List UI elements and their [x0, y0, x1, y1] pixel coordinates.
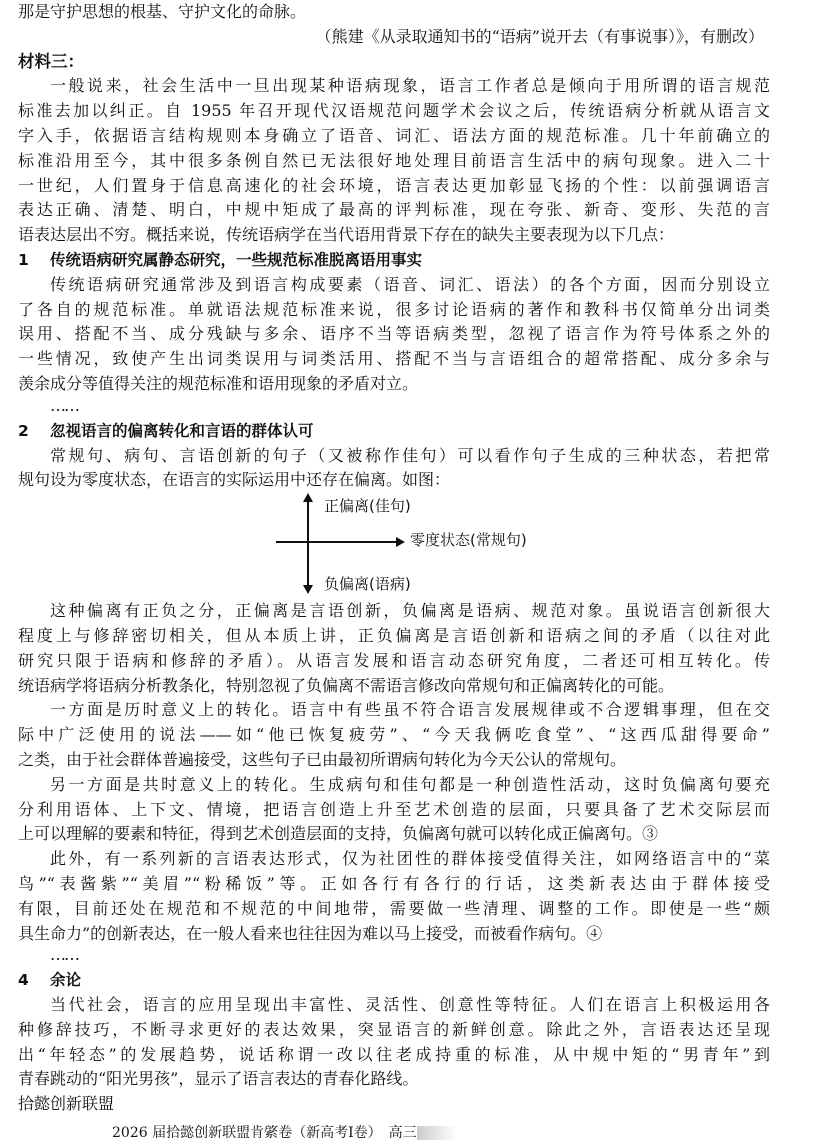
- section-2-paragraph-4: [18, 773, 770, 847]
- page-footer: [112, 1122, 457, 1142]
- text-line: 那是守护思想的根基、守护文化的命脉。: [18, 2, 307, 21]
- section-title: 忽视语言的偏离转化和言语的群体认可: [50, 421, 314, 440]
- text-line: 青春跳动的“阳光男孩”，显示了语言表达的青春化路线。: [18, 1069, 419, 1089]
- source-citation: （熊建《从录取通知书的“语病”说开去（有事说事）》，有删改）: [315, 26, 764, 46]
- section-number: 4: [18, 971, 29, 990]
- zero-state-label: 零度状态(常规句): [410, 531, 527, 550]
- text-line: 具生命力”的创新表达，在一般人看来也往往因为难以马上接受，而被看作病句。④: [18, 923, 603, 943]
- text-line: 上可以理解的要素和特征，得到艺术创造层面的支持，负偏离句就可以转化成正偏离句。③: [18, 824, 659, 844]
- section-title: 传统语病研究属静态研究，一些规范标准脱离语用事实: [50, 250, 423, 269]
- section-2-paragraph-5: [18, 847, 770, 946]
- text-line: 统语病学将语病分析教条化，特别忽视了负偏离不需语言修改向常规句和正偏离转化的可能。: [18, 675, 675, 695]
- alliance-signature: 拾懿创新联盟: [18, 1094, 115, 1114]
- text-line: 分利用语体、上下文、情境，把语言创造上升至艺术创造的层面，只要具备了艺术交际层而: [18, 799, 770, 819]
- horizontal-axis: [276, 541, 398, 543]
- section-2-heading: [18, 419, 770, 444]
- section-2-paragraph-1: [18, 444, 770, 494]
- text-line: 研究只限于语病和修辞的矛盾）。从语言发展和语言动态研究角度，二者还可相互转化。传: [18, 650, 770, 670]
- text-line: 一世纪，人们置身于信息高速化的社会环境，语言表达更加彰显飞扬的个性：以前强调语言: [18, 175, 770, 195]
- text-line: 有限，目前还处在规范和不规范的中间地带，需要做一些清理、调整的工作。即使是一些“颇: [18, 898, 770, 918]
- ellipsis-2: ……: [50, 945, 78, 965]
- text-line: 表达正确、清楚、明白，中规中矩成了最高的评判标准，现在夸张、新奇、变形、失范的言: [18, 200, 770, 220]
- positive-deviation-label: 正偏离(佳句): [324, 497, 411, 516]
- text-line: 一般说来，社会生活中一旦出现某种语病现象，语言工作者总是倾向于用所谓的语言规范: [50, 76, 770, 96]
- negative-deviation-label: 负偏离(语病): [324, 575, 411, 594]
- footer-text: 2026 届拾懿创新联盟肯綮卷（新高考Ⅰ卷） 高三: [112, 1125, 417, 1141]
- section-1-paragraph: [18, 273, 770, 397]
- prior-material-ending: [18, 0, 770, 25]
- section-number: 2: [18, 421, 29, 440]
- text-line: 当代社会，语言的应用呈现出丰富性、灵活性、创意性等特征。人们在语言上积极运用各: [50, 995, 770, 1015]
- text-line: 一方面是历时意义上的转化。语言中有些虽不符合语言发展规律或不合逻辑事理，但在交: [50, 700, 770, 720]
- section-number: 1: [18, 250, 29, 269]
- text-line: 羡余成分等值得关注的规范标准和语用现象的矛盾对立。: [18, 373, 419, 393]
- text-line: 规句设为零度状态，在语言的实际运用中还存在偏离。如图：: [18, 470, 451, 490]
- arrow-right-icon: [396, 537, 405, 547]
- deviation-diagram: [18, 493, 770, 599]
- text-line: 传统语病研究通常涉及到语言构成要素（语音、词汇、语法）的各个方面，因而分别设立: [50, 274, 770, 294]
- blurred-region: [417, 1126, 457, 1140]
- section-title: 余论: [50, 971, 82, 990]
- text-line: 常规句、病句、言语创新的句子（又被称作佳句）可以看作句子生成的三种状态，若把常: [50, 445, 770, 465]
- text-line: 误用、搭配不当、成分残缺与多余、语序不当等语病类型，忽视了语言作为符号体系之外的: [18, 324, 770, 344]
- text-line: 之类，由于社会群体普遍接受，这些句子已由最初所谓病句转化为今天公认的常规句。: [18, 749, 627, 769]
- material-three-label: 材料三：: [18, 51, 84, 71]
- text-line: 际中广泛使用的说法——如“他已恢复疲劳”、“今天我俩吃食堂”、“这西瓜甜得要命”: [18, 725, 770, 745]
- section-4-heading: [18, 968, 770, 993]
- vertical-axis: [307, 497, 309, 589]
- section-1-heading: [18, 248, 770, 273]
- text-line: 了各自的规范标准。单就语法规范标准来说，很多讨论语病的著作和教科书仅简单分出词类: [18, 299, 770, 319]
- text-line: 语表达层出不穷。概括来说，传统语病学在当代语用背景下存在的缺失主要表现为以下几点：: [18, 225, 675, 245]
- intro-paragraph: [18, 74, 770, 248]
- text-line: 标准去加以纠正。自 1955 年召开现代汉语规范问题学术会议之后，传统语病分析就从语言文: [18, 101, 770, 121]
- document-body: [18, 0, 770, 1117]
- text-line: 此外，有一系列新的言语表达形式，仅为社团性的群体接受值得关注，如网络语言中的“菜: [50, 849, 770, 869]
- text-line: 出“年轻态”的发展趋势，说话称谓一改以往老成持重的标准，从中规中矩的“男青年”到: [18, 1044, 770, 1064]
- text-line: 程度上与修辞密切相关，但从本质上讲，正负偏离是言语创新和语病之间的矛盾（以往对此: [18, 625, 770, 645]
- text-line: 鸟”“表酱紫”“美眉”“粉稀饭”等。正如各行有各行的行话，这类新表达由于群体接受: [18, 873, 770, 893]
- arrow-down-icon: [303, 585, 313, 594]
- text-line: 另一方面是共时意义上的转化。生成病句和佳句都是一种创造性活动，这时负偏离句要充: [50, 774, 770, 794]
- text-line: 字入手，依据语言结构规则本身确立了语音、词汇、语法方面的规范标准。几十年前确立的: [18, 125, 770, 145]
- arrow-up-icon: [303, 493, 313, 502]
- section-2-paragraph-2: [18, 599, 770, 698]
- text-line: 一些情况，致使产生出词类误用与词类活用、搭配不当与言语组合的超常搭配、成分多余与: [18, 349, 770, 369]
- text-line: 标准沿用至今，其中很多条例自然已无法很好地处理目前语言生活中的病句现象。进入二十: [18, 150, 770, 170]
- section-2-paragraph-3: [18, 698, 770, 772]
- ellipsis-1: ……: [50, 395, 78, 415]
- section-4-paragraph: [18, 993, 770, 1092]
- text-line: 这种偏离有正负之分，正偏离是言语创新，负偏离是语病、规范对象。虽说语言创新很大: [50, 601, 770, 621]
- text-line: 种修辞技巧，不断寻求更好的表达效果，突显语言的新鲜创意。除此之外，言语表达还呈现: [18, 1019, 770, 1039]
